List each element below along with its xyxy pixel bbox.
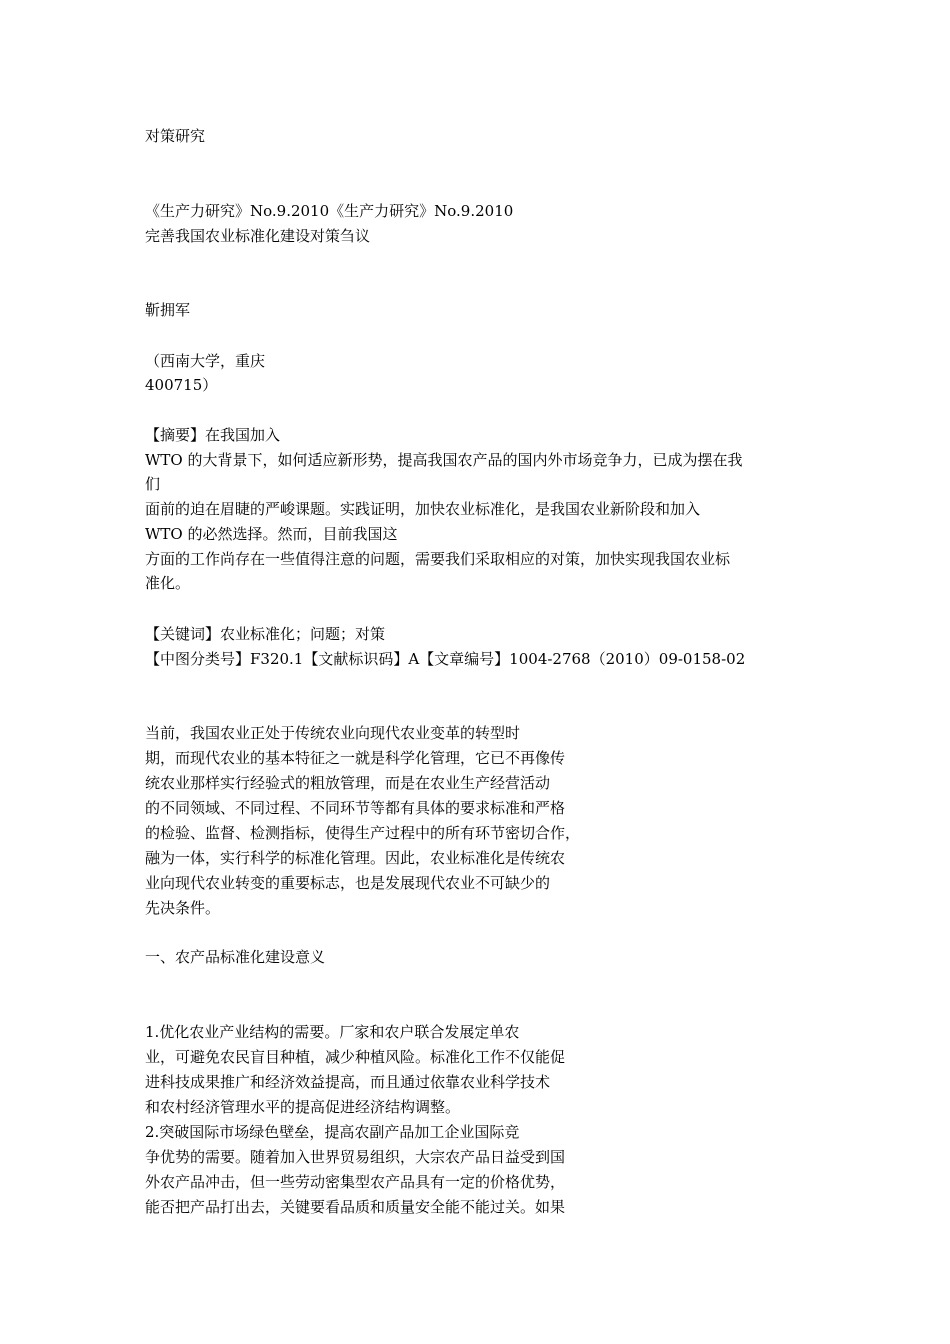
paragraph-line: 的不同领域、不同过程、不同环节等都有具体的要求标准和严格 (145, 799, 566, 817)
paragraph-line: 和农村经济管理水平的提高促进经济结构调整。 (145, 1098, 461, 1116)
section-heading: 一、农产品标准化建设意义 (145, 948, 326, 966)
abstract-line: 准化。 (145, 574, 191, 592)
abstract-line: WTO 的大背景下，如何适应新形势，提高我国农产品的国内外市场竞争力，已成为摆在我 (145, 451, 743, 469)
journal-line: 《生产力研究》No.9.2010《生产力研究》No.9.2010 (145, 202, 514, 220)
paragraph-line: 期，而现代农业的基本特征之一就是科学化管理，它已不再像传 (145, 749, 566, 767)
affiliation-line: （西南大学，重庆 (145, 352, 266, 370)
author: 靳拥军 (145, 301, 191, 319)
affiliation-line: 400715） (145, 376, 218, 394)
keywords: 【关键词】农业标准化；问题；对策 (145, 625, 386, 643)
paragraph-line: 业向现代农业转变的重要标志，也是发展现代农业不可缺少的 (145, 874, 551, 892)
paragraph-line: 融为一体，实行科学的标准化管理。因此，农业标准化是传统农 (145, 849, 566, 867)
paragraph-line: 2.突破国际市场绿色壁垒，提高农副产品加工企业国际竞 (145, 1123, 520, 1141)
paragraph-line: 进科技成果推广和经济效益提高，而且通过依靠农业科学技术 (145, 1073, 551, 1091)
abstract-line: WTO 的必然选择。然而，目前我国这 (145, 525, 398, 543)
article-title: 完善我国农业标准化建设对策刍议 (145, 227, 371, 245)
classification-line: 【中图分类号】F320.1【文献标识码】A【文章编号】1004-2768（2010）09-0158-02 (145, 650, 746, 668)
abstract-line: 面前的迫在眉睫的严峻课题。实践证明，加快农业标准化，是我国农业新阶段和加入 (145, 500, 701, 518)
paragraph-line: 能否把产品打出去，关键要看品质和质量安全能不能过关。如果 (145, 1198, 566, 1216)
paragraph-line: 当前，我国农业正处于传统农业向现代农业变革的转型时 (145, 724, 521, 742)
paragraph-line: 先决条件。 (145, 899, 221, 917)
paragraph-line: 外农产品冲击，但一些劳动密集型农产品具有一定的价格优势， (145, 1173, 566, 1191)
paragraph-line: 统农业那样实行经验式的粗放管理，而是在农业生产经营活动 (145, 774, 551, 792)
paragraph-line: 业，可避免农民盲目种植，减少种植风险。标准化工作不仅能促 (145, 1048, 566, 1066)
section-tag: 对策研究 (145, 127, 206, 145)
abstract-line: 【摘要】在我国加入 (145, 426, 281, 444)
paragraph-line: 争优势的需要。随着加入世界贸易组织，大宗农产品日益受到国 (145, 1148, 566, 1166)
abstract-line: 方面的工作尚存在一些值得注意的问题，需要我们采取相应的对策，加快实现我国农业标 (145, 550, 731, 568)
paragraph-line: 1.优化农业产业结构的需要。厂家和农户联合发展定单农 (145, 1023, 520, 1041)
abstract-line: 们 (145, 475, 161, 493)
paragraph-line: 的检验、监督、检测指标，使得生产过程中的所有环节密切合作， (145, 824, 581, 842)
